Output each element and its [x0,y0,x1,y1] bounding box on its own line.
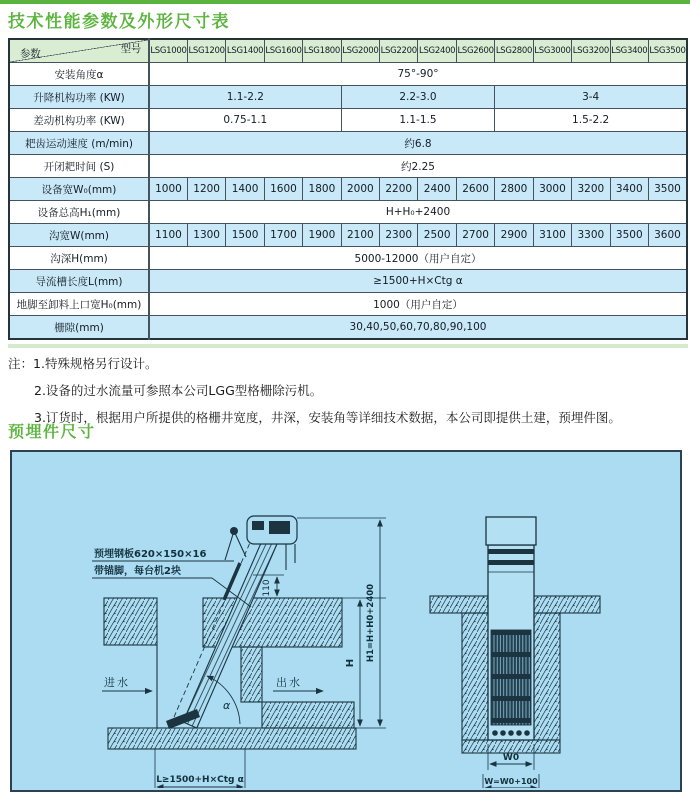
machine-top-box [486,517,536,545]
note-line [8,377,688,404]
model-header: LSG3000 [533,39,571,63]
drive-block [252,521,264,530]
section-title-embedded-parts: 预埋件尺寸 [8,422,96,441]
value-cell: 3100 [533,224,571,247]
value-cell: 1300 [187,224,225,247]
dim-W-text: W=W0+100 [484,777,538,786]
inlet-label: 进水 [104,676,130,689]
value-cell: 2100 [341,224,379,247]
value-cell: 1200 [187,178,225,201]
value-cell: 3500 [610,224,648,247]
table-row [9,247,687,270]
front-ground-left [430,596,488,613]
note-text: 3.订货时，根据用户所提供的格栅井宽度，井深，安装角等详细技术数据，本公司即提供土建，预埋件图。 [34,410,621,425]
value-cell: 3600 [648,224,687,247]
row-label: 开闭耙时间 (S) [9,155,149,178]
top-accent-bar [0,0,690,4]
value-cell: 2300 [380,224,418,247]
plate-label-line1: 预埋钢板620×150×16 [94,549,207,560]
value-cell: 1.5-2.2 [495,109,687,132]
value-cell: 1900 [303,224,341,247]
ground-left-bank [104,598,157,645]
model-header: LSG3500 [648,39,687,63]
value-cell: 1.1-2.2 [149,86,341,109]
note-text: 2.设备的过水流量可参照本公司LGG型格栅除污机。 [34,383,323,398]
page-title: 技术性能参数及外形尺寸表 [8,12,230,32]
value-cell: 2700 [456,224,494,247]
dark-band-2 [488,560,534,565]
pit-wall-right [534,613,560,740]
value-cell: 75°-90° [149,63,687,86]
row-label: 地脚至卸料上口宽H₀(mm) [9,293,149,316]
value-cell: ≥1500+H×Ctg α [149,270,687,293]
value-cell: 3-4 [495,86,687,109]
value-cell: 30,40,50,60,70,80,90,100 [149,316,687,340]
model-header: LSG3400 [610,39,648,63]
corner-param-label: 参数 [20,48,41,60]
notes-block [8,350,688,431]
side-view [104,598,386,749]
grid-strip [491,696,531,701]
dark-band-1 [488,549,534,554]
row-label: 安装角度α [9,63,149,86]
front-view [430,517,600,753]
value-cell: 3500 [648,178,687,201]
value-cell: 1100 [149,224,187,247]
dim-W0-text: W0 [502,753,520,763]
embedded-plate [224,563,240,600]
support-arm-2 [234,531,246,557]
value-cell: 5000-12000（用户自定） [149,247,687,270]
dim-110-text: 110 [262,579,272,597]
value-cell: 3000 [533,178,571,201]
channel-floor [108,728,356,749]
value-cell: 1.1-1.5 [341,109,495,132]
table-row [9,86,687,109]
alpha-text: α [223,699,231,712]
value-cell: 2500 [418,224,456,247]
model-header: LSG2800 [495,39,533,63]
row-label: 升降机构功率 (KW) [9,86,149,109]
row-label: 设备总高H₁(mm) [9,201,149,224]
dim-H-text: H [345,658,356,668]
value-cell: H+H₀+2400 [149,201,687,224]
row-label: 栅隙(mm) [9,316,149,340]
value-cell: 2.2-3.0 [341,86,495,109]
model-header: LSG1200 [187,39,225,63]
model-header: LSG1800 [303,39,341,63]
note-line [8,404,688,431]
spec-table [8,38,688,340]
table-row [9,293,687,316]
grid-strip [491,630,531,635]
table-header-row [9,39,687,63]
value-cell: 3300 [572,224,610,247]
dim-L [155,748,245,788]
model-header: LSG2400 [418,39,456,63]
front-ground-right [534,596,600,613]
value-cell: 2400 [418,178,456,201]
row-label: 沟深H(mm) [9,247,149,270]
corner-model-label: 型号 [120,43,141,55]
value-cell: 3400 [610,178,648,201]
value-cell: 2900 [495,224,533,247]
value-cell: 3200 [572,178,610,201]
embedded-parts-drawing [12,452,678,788]
value-cell: 1000 [149,178,187,201]
value-cell: 0.75-1.1 [149,109,341,132]
value-cell: 2800 [495,178,533,201]
plate-label-line2: 带锚脚，每台机2块 [94,566,181,577]
model-header: LSG2200 [380,39,418,63]
value-cell: 1500 [226,224,264,247]
model-header: LSG2600 [456,39,494,63]
table-row [9,224,687,247]
grid-strip [491,674,531,679]
pit-floor [462,740,560,753]
pit-wall-left [462,613,488,740]
note-prefix: 注： [8,356,34,371]
row-label: 沟宽W(mm) [9,224,149,247]
model-header: LSG3200 [572,39,610,63]
note-line [8,350,688,377]
corner-cell [9,39,149,63]
value-cell: 1800 [303,178,341,201]
table-row [9,201,687,224]
table-row [9,270,687,293]
value-cell: 约2.25 [149,155,687,178]
model-header: LSG1000 [149,39,187,63]
model-header: LSG2000 [341,39,379,63]
dim-L-text: L≥1500+H×Ctg α [156,775,244,785]
grid-strip [491,652,531,657]
value-cell: 1400 [226,178,264,201]
table-row [9,178,687,201]
grid-strip [491,718,531,723]
model-header: LSG1400 [226,39,264,63]
value-cell: 约6.8 [149,132,687,155]
value-cell: 2600 [456,178,494,201]
outlet-wall [241,647,262,702]
row-label: 设备宽W₀(mm) [9,178,149,201]
drawing-panel [10,450,682,792]
table-bottom-accent [8,344,688,348]
outlet-label: 出水 [276,676,302,689]
value-cell: 1700 [264,224,302,247]
row-label: 耙齿运动速度 (m/min) [9,132,149,155]
row-label: 导流槽长度L(mm) [9,270,149,293]
model-header: LSG1600 [264,39,302,63]
support-arm-1 [225,531,234,560]
table-row [9,155,687,178]
value-cell: 1000（用户自定） [149,293,687,316]
note-text: 1.特殊规格另行设计。 [33,356,158,371]
table-row [9,132,687,155]
value-cell: 2000 [341,178,379,201]
table-row [9,109,687,132]
value-cell: 2200 [380,178,418,201]
dim-H1-text: H1=H+H0+2400 [366,583,376,663]
motor-block [269,521,290,534]
table-row [9,63,687,86]
row-label: 差动机构功率 (KW) [9,109,149,132]
table-row [9,316,687,340]
outlet-channel-bed [262,702,354,728]
value-cell: 1600 [264,178,302,201]
